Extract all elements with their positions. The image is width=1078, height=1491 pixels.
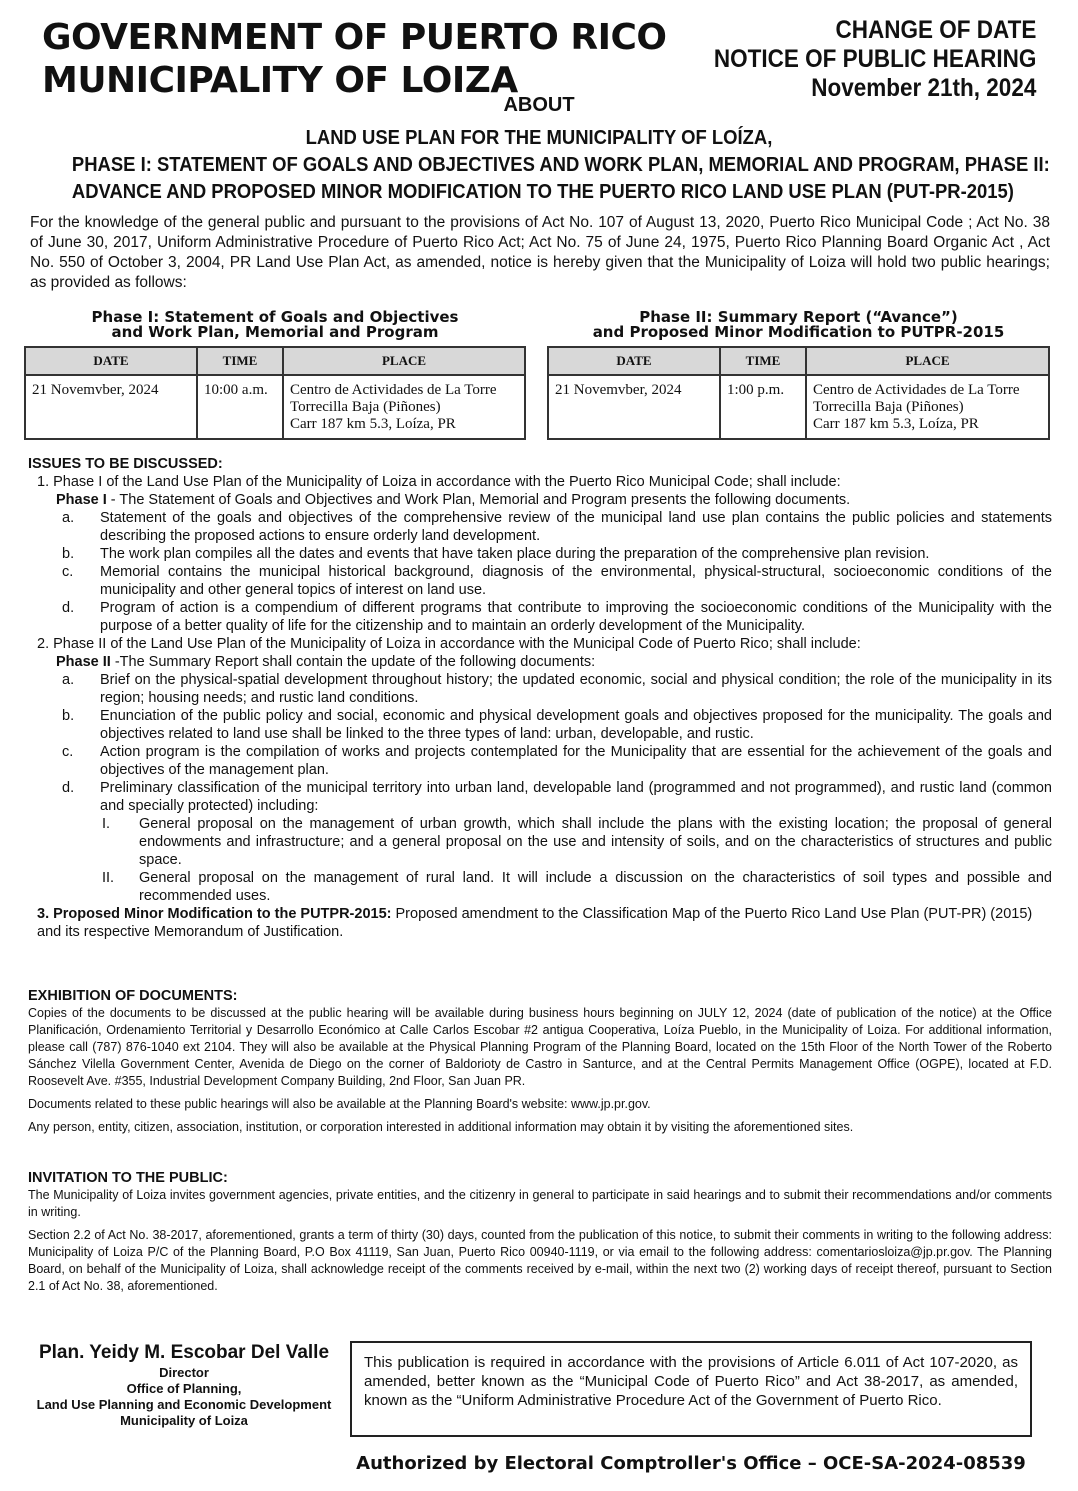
date-header: DATE xyxy=(548,347,720,375)
place-line: Torrecilla Baja (Piñones) xyxy=(813,399,964,415)
signer-municipality: Municipality of Loiza xyxy=(120,1413,248,1428)
intro-paragraph: For the knowledge of the general public and pursuant to the provisions of Act No. 107 of August 13, 2020, Puerto Rico Municipal Code ; Act No. 38 of June 30, 2017, Uniform Administrative Procedure of Puerto Rico Act; Act No. 75 of June 24, 1975, Puerto Rico Planning Board Organic Act , Act No. 550 of October 3, 2004, PR Land Use Plan Act, as amended, notice is hereby given that the Municipality of Loiza will hold two public hearings; as provided as follows: xyxy=(30,214,1050,291)
list-text: Action program is the compilation of works and projects contemplated for the Municipality that are essential for the achievement of the goals and objectives of the management plan. xyxy=(100,744,1052,778)
invitation-paragraph-2: Section 2.2 of Act No. 38-2017, aforementioned, grants a term of thirty (30) days, counted from the publication of this notice, to submit their comments in writing to the following address: Municipality of Loiza P/C of the Planning Board, P.O Box 41119, San Juan, Puerto Rico 00940-1119, or via email to the following address: comentariosloiza@jp.pr.gov. The Planning Board, on behalf of the Municipality of Loiza, shall acknowledge receipt of the comments received by e-mail, within the next two (2) working days of receipt thereof, pursuant to Section 2.1 of Act No. 38, aforementioned. xyxy=(28,1228,1052,1293)
invitation-section xyxy=(28,1170,1052,1301)
issues-section xyxy=(28,455,1052,941)
phase1-heading-line2: and Work Plan, Memorial and Program xyxy=(111,323,439,341)
phase2-text: -The Summary Report shall contain the update of the following documents: xyxy=(110,654,596,670)
phase2-intro xyxy=(28,653,1052,671)
issue-item-2: 2. Phase II of the Land Use Plan of the Municipality of Loiza in accordance with the Municipal Code of Puerto Rico; shall include: xyxy=(37,636,861,652)
phase1-time: 10:00 a.m. xyxy=(197,375,283,439)
table-row xyxy=(548,375,1049,439)
title-line-2: PHASE I: STATEMENT OF GOALS AND OBJECTIVES AND WORK PLAN, MEMORIAL AND PROGRAM, PHASE II: xyxy=(71,153,1050,176)
list-text: Preliminary classification of the municipal territory into urban land, developable land (programmed and not programmed), and rustic land (common and specially protected) including: xyxy=(100,780,1052,814)
phase2-label: Phase II xyxy=(56,654,111,670)
list-item xyxy=(28,707,1052,743)
list-marker: b. xyxy=(62,708,75,724)
notice-type-block xyxy=(713,16,1036,103)
place-header: PLACE xyxy=(806,347,1049,375)
list-marker: b. xyxy=(62,546,75,562)
phase2-time: 1:00 p.m. xyxy=(720,375,806,439)
government-title: GOVERNMENT OF PUERTO RICO xyxy=(42,17,667,58)
exhibition-paragraph-2: Documents related to these public hearings will also be available at the Planning Board's website: www.jp.pr.gov. xyxy=(28,1097,651,1111)
notice-date: November 21th, 2024 xyxy=(810,74,1036,102)
signer-name: Plan. Yeidy M. Escobar Del Valle xyxy=(38,1342,330,1363)
list-marker: c. xyxy=(62,564,74,580)
place-line: Centro de Actividades de La Torre xyxy=(290,382,497,398)
place-line: Carr 187 km 5.3, Loíza, PR xyxy=(290,416,456,432)
phase1-label: Phase I xyxy=(56,492,107,508)
sub-list-item xyxy=(28,869,1052,905)
list-marker: II. xyxy=(102,870,115,886)
phase2-schedule-table xyxy=(547,346,1050,440)
phase1-intro xyxy=(28,491,1052,509)
list-item xyxy=(28,545,1052,563)
item3-label: 3. Proposed Minor Modification to the PUTPR-2015: xyxy=(37,906,392,922)
notice-label: NOTICE OF PUBLIC HEARING xyxy=(713,45,1036,73)
place-line: Centro de Actividades de La Torre xyxy=(813,382,1020,398)
list-marker: d. xyxy=(62,600,75,616)
phase2-place xyxy=(806,375,1049,439)
header-title-block xyxy=(42,16,667,102)
document-title xyxy=(20,124,1058,205)
exhibition-paragraph-1: Copies of the documents to be discussed at the public hearing will be available during business hours beginning on JULY 12, 2024 (date of publication of the notice) at the Office Planificación, Ordenamiento Territorial y Desarrollo Económico at Calle Carlos Escobar #2 antigua Cooperativa, Loíza Pueblo, in the Municipality of Loiza. For additional information, please call (787) 876-1040 ext 2104. They will also be available at the Physical Planning Program of the Planning Board, located on the 15th Floor of the North Tower of the Roberto Sánchez Vilella Government Center, Avenida de Diego on the corner of Baldorioty de Castro in Santurce, and at the Central Permits Management Office (OGPE), located at F.D. Roosevelt Ave. #355, Industrial Development Company Building, 2nd Floor, San Juan PR. xyxy=(28,1006,1052,1088)
list-marker: I. xyxy=(102,816,111,832)
signer-office: Land Use Planning and Economic Development xyxy=(36,1397,332,1412)
place-header: PLACE xyxy=(283,347,525,375)
list-marker: a. xyxy=(62,672,75,688)
issue-item-3 xyxy=(28,905,1052,941)
signature-block xyxy=(24,1341,344,1429)
list-text: General proposal on the management of rural land. It will include a discussion on the characteristics of soil types and possible and recommended uses. xyxy=(139,870,1052,904)
about-label: ABOUT xyxy=(503,94,575,116)
list-text: Brief on the physical-spatial development throughout history; the updated economic, social and physical condition; the role of the municipality in its region; housing needs; and rustic land conditions. xyxy=(100,672,1052,706)
list-text: Memorial contains the municipal historical background, diagnosis of the environmental, physical-structural, socioeconomic conditions of the municipality and other general topics of interest on land use. xyxy=(100,564,1052,598)
legal-notice-box: This publication is required in accordance with the provisions of Article 6.011 of Act 107-2020, as amended, better known as the “Municipal Code of Puerto Rico” and Act 38-2017, as amended, known as the “Uniform Administrative Procedure Act of the Government of Puerto Rico. xyxy=(350,1341,1032,1437)
list-text: Program of action is a compendium of different programs that contribute to improving the socioeconomic conditions of the Municipality with the purpose of a better quality of life for the citizenship and to maintain an orderly development of the Municipality. xyxy=(100,600,1052,634)
phase1-heading-line1: Phase I: Statement of Goals and Objectives xyxy=(91,308,459,326)
title-line-3: ADVANCE AND PROPOSED MINOR MODIFICATION TO THE PUERTO RICO LAND USE PLAN (PUT-PR-2015) xyxy=(71,180,1014,203)
exhibition-heading: EXHIBITION OF DOCUMENTS: xyxy=(28,988,238,1004)
list-item xyxy=(28,671,1052,707)
title-line-1: LAND USE PLAN FOR THE MUNICIPALITY OF LOÍZA, xyxy=(305,126,773,149)
place-line: Torrecilla Baja (Piñones) xyxy=(290,399,441,415)
issues-heading: ISSUES TO BE DISCUSSED: xyxy=(28,456,223,472)
place-line: Carr 187 km 5.3, Loíza, PR xyxy=(813,416,979,432)
phase2-heading-line2: and Proposed Minor Modification to PUTPR-2015 xyxy=(592,323,1005,341)
signer-title: Director xyxy=(159,1365,209,1380)
list-marker: c. xyxy=(62,744,74,760)
list-item xyxy=(28,779,1052,815)
list-item xyxy=(28,509,1052,545)
phase1-place xyxy=(283,375,525,439)
date-header: DATE xyxy=(25,347,197,375)
list-text: General proposal on the management of urban growth, which shall include the plans with the existing location; the proposal of general endowments and infrastructure; and a general proposal on the use and intensity of soils, and on the characteristics of structures and public space. xyxy=(139,816,1052,868)
municipality-title: MUNICIPALITY OF LOIZA xyxy=(42,60,518,101)
list-item xyxy=(28,743,1052,779)
phase1-heading xyxy=(24,310,526,340)
list-item xyxy=(28,599,1052,635)
phase1-text: - The Statement of Goals and Objectives and Work Plan, Memorial and Program presents the following documents. xyxy=(106,492,851,508)
list-marker: d. xyxy=(62,780,75,796)
list-item xyxy=(28,563,1052,599)
list-text: The work plan compiles all the dates and events that have taken place during the preparation of the comprehensive plan revision. xyxy=(100,546,930,562)
phase2-heading xyxy=(547,310,1050,340)
phase2-heading-line1: Phase II: Summary Report (“Avance”) xyxy=(639,308,958,326)
item3-text: Proposed amendment to the Classification Map of the Puerto Rico Land Use Plan (PUT-PR) (2015) and its respective Memorandum of Justification. xyxy=(37,906,1033,940)
exhibition-paragraph-3: Any person, entity, citizen, association, institution, or corporation interested in additional information may obtain it by visiting the aforementioned sites. xyxy=(28,1120,854,1134)
time-header: TIME xyxy=(197,347,283,375)
invitation-heading: INVITATION TO THE PUBLIC: xyxy=(28,1170,228,1186)
authorization-line: Authorized by Electoral Comptroller's Office – OCE-SA-2024-08539 xyxy=(356,1453,1026,1474)
table-row xyxy=(25,375,525,439)
list-text: Enunciation of the public policy and social, economic and physical development goals and objectives proposed for the municipality. The goals and objectives related to land use shall be linked to the three types of land: urban, developable, and rustic. xyxy=(100,708,1052,742)
time-header: TIME xyxy=(720,347,806,375)
list-text: Statement of the goals and objectives of the comprehensive review of the municipal land use plan contains the public policies and statements describing the proposed actions to ensure orderly land development. xyxy=(100,510,1052,544)
exhibition-section xyxy=(28,988,1052,1142)
phase2-date: 21 Novemvber, 2024 xyxy=(548,375,720,439)
phase1-date: 21 Novemvber, 2024 xyxy=(25,375,197,439)
issue-item-1: 1. Phase I of the Land Use Plan of the Municipality of Loiza in accordance with the Puerto Rico Municipal Code; shall include: xyxy=(37,474,841,490)
invitation-paragraph-1: The Municipality of Loiza invites government agencies, private entities, and the citizenry in general to participate in said hearings and to submit their recommendations and/or comments in writing. xyxy=(28,1188,1052,1219)
phase1-schedule-table xyxy=(24,346,526,440)
sub-list-item xyxy=(28,815,1052,869)
signer-office: Office of Planning, xyxy=(126,1381,242,1396)
list-marker: a. xyxy=(62,510,75,526)
change-of-date-label: CHANGE OF DATE xyxy=(835,16,1036,44)
